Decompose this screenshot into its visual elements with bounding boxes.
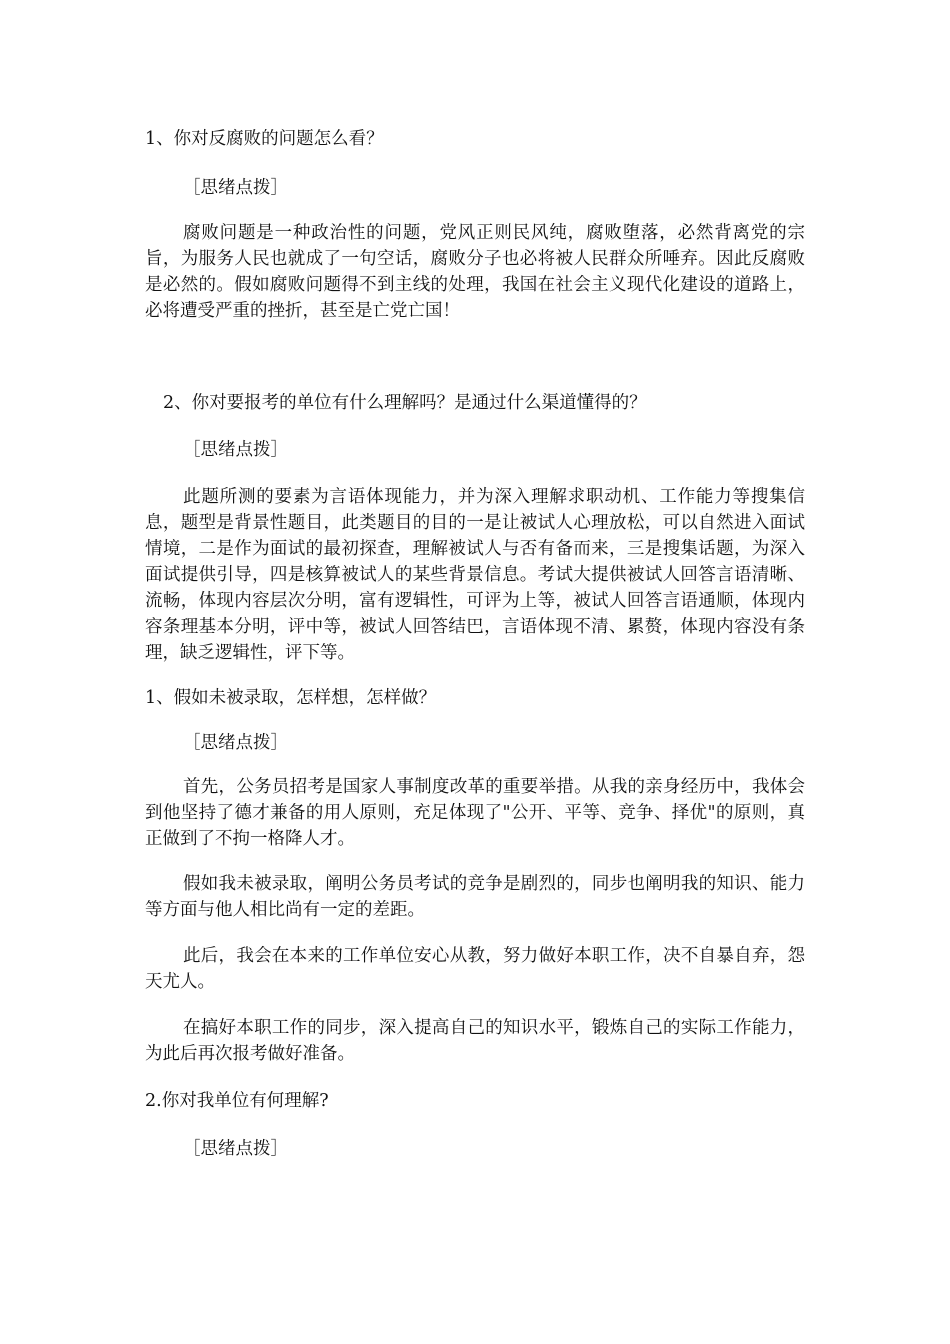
question-4-heading: 2.你对我单位有何理解?	[145, 1091, 329, 1111]
hint-label-4: ［思绪点拨］	[183, 1139, 288, 1159]
answer-paragraph-3d: 在搞好本职工作的同步，深入提高自己的知识水平，锻炼自己的实际工作能力，为此后再次报考做好准备。	[145, 1018, 805, 1064]
question-2-heading: 2、你对要报考的单位有什么理解吗？是通过什么渠道懂得的？	[163, 393, 647, 413]
question-1-heading: 1、你对反腐败的问题怎么看？	[145, 129, 384, 149]
hint-label-2: ［思绪点拨］	[183, 440, 288, 460]
hint-label-1: ［思绪点拨］	[183, 178, 288, 198]
answer-paragraph-3c: 此后，我会在本来的工作单位安心从教，努力做好本职工作，决不自暴自弃，怨天尤人。	[145, 946, 805, 992]
hint-label-3: ［思绪点拨］	[183, 733, 288, 753]
answer-paragraph-3b: 假如我未被录取，阐明公务员考试的竞争是剧烈的，同步也阐明我的知识、能力等方面与他人相比尚有一定的差距。	[145, 874, 805, 920]
answer-paragraph-3a: 首先，公务员招考是国家人事制度改革的重要举措。从我的亲身经历中，我体会到他坚持了德才兼备的用人原则，充足体现了"公开、平等、竞争、择优"的原则，真正做到了不拘一格降人才。	[145, 777, 805, 849]
answer-paragraph-2: 此题所测的要素为言语体现能力，并为深入理解求职动机、工作能力等搜集信息，题型是背景性题目，此类题目的目的一是让被试人心理放松，可以自然进入面试情境，二是作为面试的最初探查，理解被试人与否有备而来，三是搜集话题，为深入面试提供引导，四是核算被试人的某些背景信息。考试大提供被试人回答言语清晰、流畅，体现内容层次分明，富有逻辑性，可评为上等，被试人回答言语通顺，体现内容条理基本分明，评中等，被试人回答结巴，言语体现不清、累赘，体现内容没有条理，缺乏逻辑性，评下等。	[145, 487, 805, 663]
question-3-heading: 1、假如未被录取，怎样想，怎样做？	[145, 688, 437, 708]
answer-paragraph-1: 腐败问题是一种政治性的问题，党风正则民风纯，腐败堕落，必然背离党的宗旨，为服务人民也就成了一句空话，腐败分子也必将被人民群众所唾弃。因此反腐败是必然的。假如腐败问题得不到主线的处理，我国在社会主义现代化建设的道路上，必将遭受严重的挫折，甚至是亡党亡国！	[145, 223, 805, 321]
